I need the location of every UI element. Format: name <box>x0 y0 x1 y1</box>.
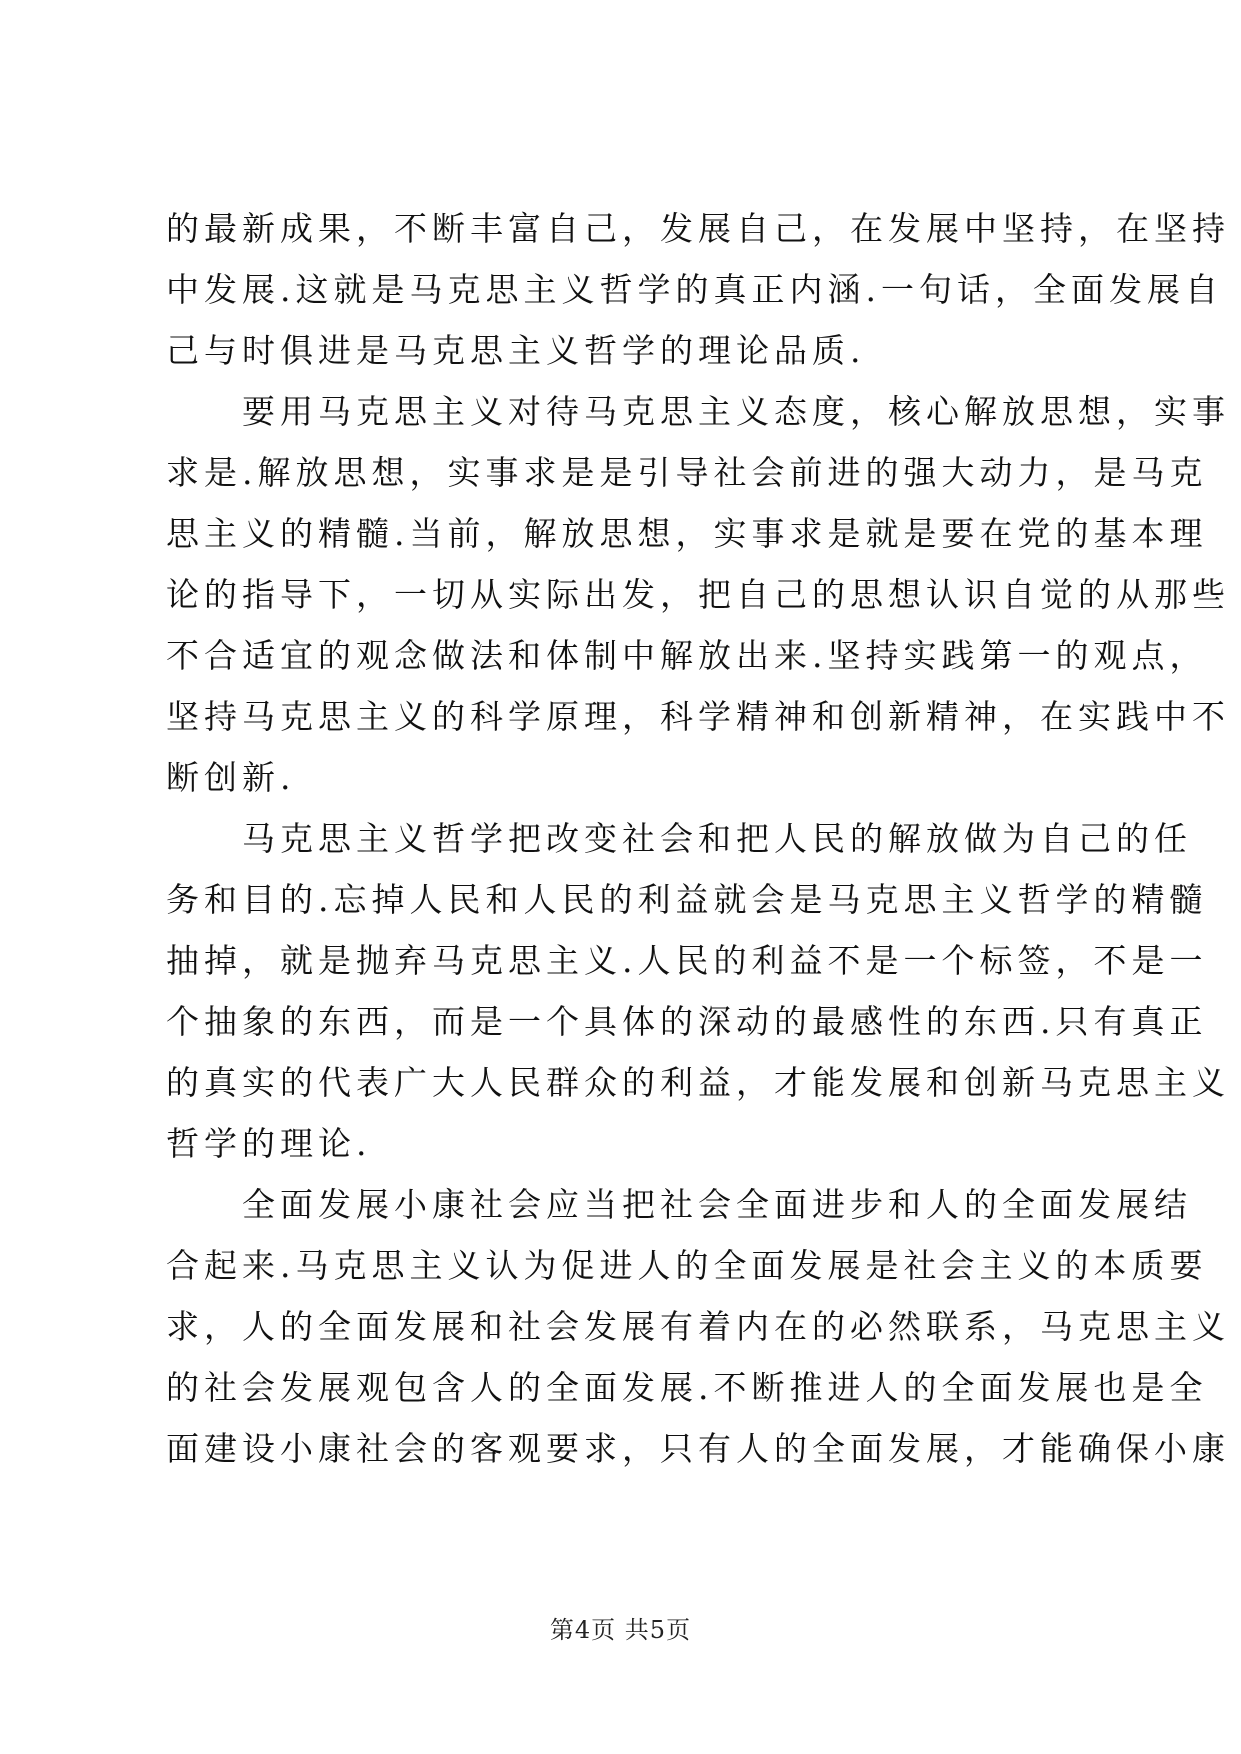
text-line: 论的指导下，一切从实际出发，把自己的思想认识自觉的从那些 <box>166 575 1230 614</box>
text-line: 中发展.这就是马克思主义哲学的真正内涵.一句话，全面发展自 <box>166 270 1223 309</box>
text-line: 的社会发展观包含人的全面发展.不断推进人的全面发展也是全 <box>166 1368 1208 1407</box>
paragraph-3 <box>166 808 1230 1174</box>
text-line: 马克思主义哲学把改变社会和把人民的解放做为自己的任 <box>166 819 1192 858</box>
text-line: 抽掉，就是抛弃马克思主义.人民的利益不是一个标签，不是一 <box>166 941 1208 980</box>
text-line: 求，人的全面发展和社会发展有着内在的必然联系，马克思主义 <box>166 1307 1230 1346</box>
paragraph-4 <box>166 1174 1230 1479</box>
text-line: 合起来.马克思主义认为促进人的全面发展是社会主义的本质要 <box>166 1246 1208 1285</box>
text-line: 己与时俱进是马克思主义哲学的理论品质. <box>166 331 866 370</box>
text-line: 务和目的.忘掉人民和人民的利益就会是马克思主义哲学的精髓 <box>166 880 1208 919</box>
document-body <box>166 198 1230 1479</box>
text-line: 求是.解放思想，实事求是是引导社会前进的强大动力，是马克 <box>166 453 1208 492</box>
text-line: 不合适宜的观念做法和体制中解放出来.坚持实践第一的观点， <box>166 636 1208 675</box>
text-line: 的真实的代表广大人民群众的利益，才能发展和创新马克思主义 <box>166 1063 1230 1102</box>
text-line: 个抽象的东西，而是一个具体的深动的最感性的东西.只有真正 <box>166 1002 1208 1041</box>
text-line: 坚持马克思主义的科学原理，科学精神和创新精神，在实践中不 <box>166 697 1230 736</box>
text-line: 哲学的理论. <box>166 1124 372 1163</box>
paragraph-1 <box>166 198 1230 381</box>
text-line: 要用马克思主义对待马克思主义态度，核心解放思想，实事 <box>166 392 1230 431</box>
text-line: 全面发展小康社会应当把社会全面进步和人的全面发展结 <box>166 1185 1192 1224</box>
text-line: 面建设小康社会的客观要求，只有人的全面发展，才能确保小康 <box>166 1429 1230 1468</box>
text-line: 断创新. <box>166 758 296 797</box>
text-line: 思主义的精髓.当前，解放思想，实事求是就是要在党的基本理 <box>166 514 1208 553</box>
paragraph-2 <box>166 381 1230 808</box>
text-line: 的最新成果，不断丰富自己，发展自己，在发展中坚持，在坚持 <box>166 209 1230 248</box>
page-number-footer: 第4页 共5页 <box>549 1616 692 1644</box>
